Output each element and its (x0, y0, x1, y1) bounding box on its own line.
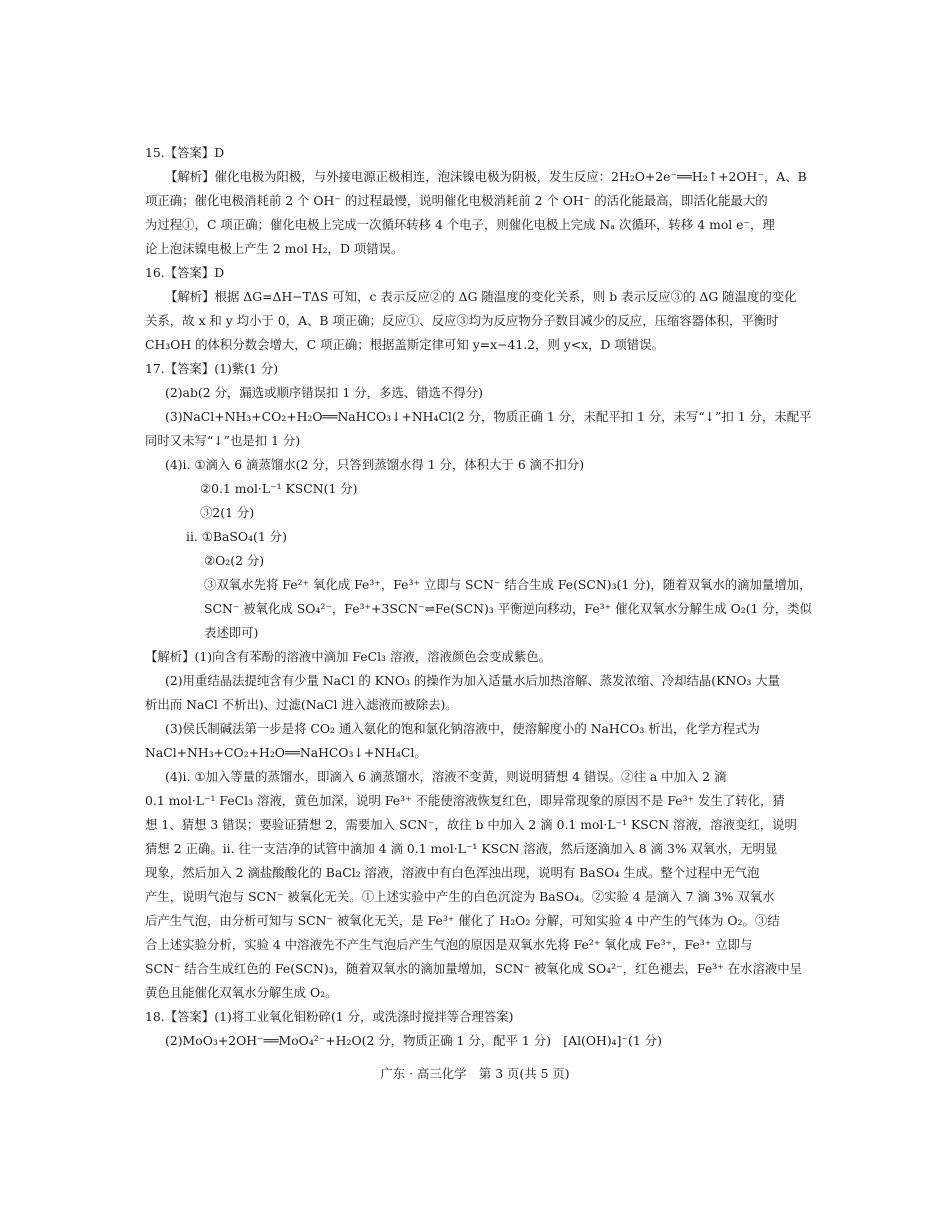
q17-answer-line: SCN⁻ 被氧化成 SO₄²⁻，Fe³⁺+3SCN⁻⇌Fe(SCN)₃ 平衡逆向移动，Fe³⁺ 催化双氧水分解生成 O₂(1 分，类似 (204, 601, 812, 616)
q17-analysis-line: (2)用重结晶法提纯含有少量 NaCl 的 KNO₃ 的操作为加入适量水后加热溶解、蒸发浓缩、冷却结晶(KNO₃ 大量 (165, 673, 781, 688)
q17-answer-line: 表述即可) (204, 625, 259, 640)
q16-analysis-line: 关系，故 x 和 y 均小于 0，A、B 项正确；反应①、反应③均为反应物分子数目减少的反应，压缩容器体积，平衡时 (145, 313, 779, 328)
q17-answer-line: ii. ①BaSO₄(1 分) (186, 529, 287, 544)
q17-analysis-line: (3)侯氏制碱法第一步是将 CO₂ 通入氨化的饱和氯化钠溶液中，使溶解度小的 NaHCO₃ 析出，化学方程式为 (165, 721, 760, 736)
q17-analysis-line: (4)i. ①加入等量的蒸馏水，即滴入 6 滴蒸馏水，溶液不变黄，则说明猜想 4 错误。②往 a 中加入 2 滴 (165, 769, 727, 784)
q17-answer-line: (4)i. ①滴入 6 滴蒸馏水(2 分，只答到蒸馏水得 1 分，体积大于 6 滴不扣分) (165, 457, 585, 472)
q16-analysis-line: 【解析】根据 ΔG=ΔH−TΔS 可知，c 表示反应②的 ΔG 随温度的变化关系，则 b 表示反应③的 ΔG 随温度的变化 (165, 289, 797, 304)
q17-analysis-line: 黄色且能催化双氧水分解生成 O₂。 (145, 985, 338, 1000)
q17-answer-line: ②O₂(2 分) (204, 553, 265, 568)
q17-answer-line: ③双氧水先将 Fe²⁺ 氧化成 Fe³⁺，Fe³⁺ 立即与 SCN⁻ 结合生成 Fe(SCN)₃(1 分)，随着双氧水的滴加量增加， (204, 577, 812, 592)
q17-analysis-line: 0.1 mol·L⁻¹ FeCl₃ 溶液，黄色加深，说明 Fe³⁺ 不能使溶液恢复红色，即异常现象的原因不是 Fe³⁺ 发生了转化，猜 (145, 793, 785, 808)
q17-analysis-line: SCN⁻ 结合生成红色的 Fe(SCN)₃，随着双氧水的滴加量增加，SCN⁻ 被氧化成 SO₄²⁻，红色褪去，Fe³⁺ 在水溶液中呈 (145, 961, 803, 976)
q17-analysis-line: 现象，然后加入 2 滴盐酸酸化的 BaCl₂ 溶液，溶液中有白色浑浊出现，说明有 BaSO₄ 生成。整个过程中无气泡 (145, 865, 760, 880)
q17-analysis-line: 猜想 2 正确。ii. 往一支洁净的试管中滴加 4 滴 0.1 mol·L⁻¹ KSCN 溶液，然后逐滴加入 8 滴 3% 双氧水，无明显 (145, 841, 778, 856)
q18-answer-line: (2)MoO₃+2OH⁻══MoO₄²⁻+H₂O(2 分，物质正确 1 分，配平 1 分) [Al(OH)₄]⁻(1 分) (165, 1033, 662, 1048)
q17-answer-line: ③2(1 分) (200, 505, 255, 520)
q15-analysis-line: 论上泡沫镍电极上产生 2 mol H₂，D 项错误。 (145, 241, 404, 256)
q17-answer-line: (2)ab(2 分，漏选或顺序错误扣 1 分，多选、错选不得分) (165, 385, 483, 400)
q17-analysis-line: 【解析】(1)向含有苯酚的溶液中滴加 FeCl₃ 溶液，溶液颜色会变成紫色。 (145, 649, 552, 664)
q17-analysis-line: 后产生气泡，由分析可知与 SCN⁻ 被氧化无关，是 Fe³⁺ 催化了 H₂O₂ 分解，可知实验 4 中产生的气体为 O₂。③结 (145, 913, 780, 928)
q17-answer-line: 同时又未写“↓”也是扣 1 分) (145, 433, 301, 448)
q17-analysis-line: 合上述实验分析，实验 4 中溶液先不产生气泡后产生气泡的原因是双氧水先将 Fe²⁺ 氧化成 Fe³⁺，Fe³⁺ 立即与 (145, 937, 753, 952)
page-footer: 广东 · 高三化学 第 3 页(共 5 页) (380, 1066, 570, 1081)
q15-analysis-line: 【解析】催化电极为阳极，与外接电源正极相连，泡沫镍电极为阴极，发生反应：2H₂O+2e⁻══H₂↑+2OH⁻，A、B (165, 169, 807, 184)
q15-analysis-line: 为过程①，C 项正确；催化电极上完成一次循环转移 4 个电子，则催化电极上完成 Nₐ 次循环，转移 4 mol e⁻，理 (145, 217, 775, 232)
q17-answer-line: (3)NaCl+NH₃+CO₂+H₂O══NaHCO₃↓+NH₄Cl(2 分，物质正确 1 分，未配平扣 1 分，未写“↓”扣 1 分，未配平 (165, 409, 812, 424)
q16-answer: 16.【答案】D (145, 265, 225, 280)
q17-answer: 17.【答案】(1)紫(1 分) (145, 361, 279, 376)
q17-answer-line: ②0.1 mol·L⁻¹ KSCN(1 分) (200, 481, 358, 496)
q17-analysis-line: 产生，说明气泡与 SCN⁻ 被氧化无关。①上述实验中产生的白色沉淀为 BaSO₄。②实验 4 是滴入 7 滴 3% 双氧水 (145, 889, 775, 904)
q16-analysis-line: CH₃OH 的体积分数会增大，C 项正确；根据盖斯定律可知 y=x−41.2，则 y<x，D 项错误。 (145, 337, 664, 352)
q17-analysis-line: 析出而 NaCl 不析出)、过滤(NaCl 进入滤液而被除去)。 (145, 697, 458, 712)
q15-analysis-line: 项正确；催化电极消耗前 2 个 OH⁻ 的过程最慢，说明催化电极消耗前 2 个 OH⁻ 的活化能最高，即活化能最大的 (145, 193, 768, 208)
q15-answer: 15.【答案】D (145, 145, 225, 160)
q18-answer: 18.【答案】(1)将工业氧化钼粉碎(1 分，或洗涤时搅拌等合理答案) (145, 1009, 514, 1024)
q17-analysis-line: 想 1、猜想 3 错误；要验证猜想 2，需要加入 SCN⁻，故往 b 中加入 2 滴 0.1 mol·L⁻¹ KSCN 溶液，溶液变红，说明 (145, 817, 797, 832)
q17-analysis-line: NaCl+NH₃+CO₂+H₂O══NaHCO₃↓+NH₄Cl。 (145, 745, 427, 760)
